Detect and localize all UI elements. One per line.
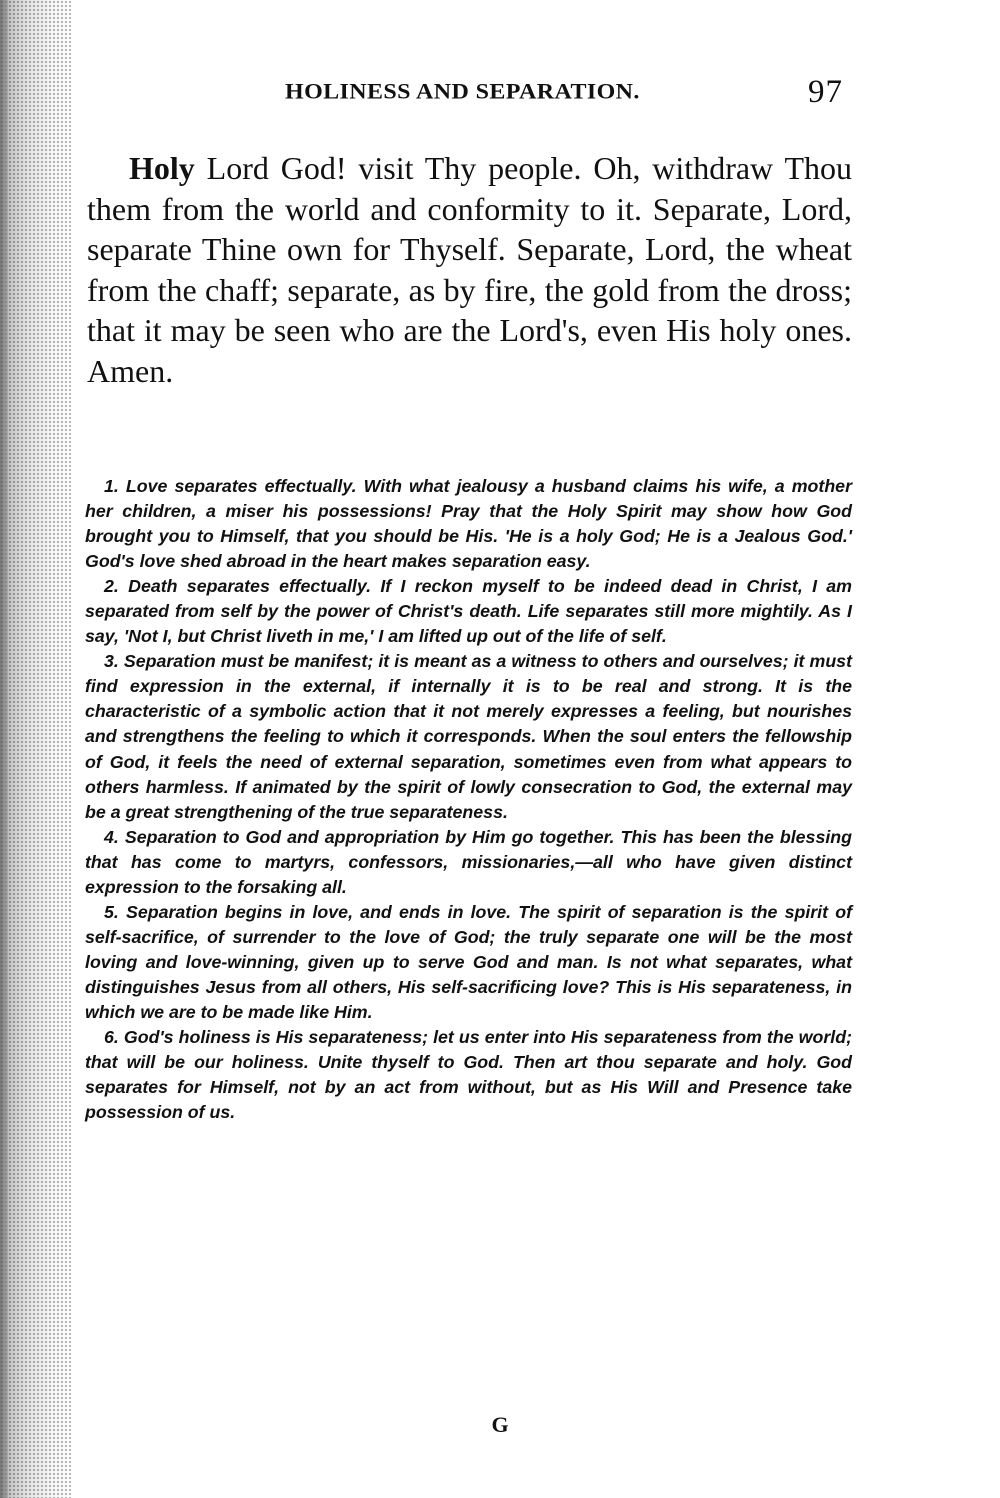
running-title: HOLINESS AND SEPARATION. bbox=[285, 80, 640, 104]
page-binding-edge bbox=[0, 0, 8, 1498]
signature-mark: G bbox=[491, 1412, 509, 1437]
notes-list bbox=[85, 474, 852, 1125]
note-1: 1. Love separates effectually. With what jealousy a husband claims his wife, a mother her children, a miser his possessions! Pray that the Holy Spirit may show how God brought you to Himself, that you should be His. 'He is a holy God; He is a Jealous God.' God's love shed abroad in the heart makes separation easy. bbox=[85, 476, 852, 572]
note-6: 6. God's holiness is His separateness; let us enter into His separateness from the world; that will be our holiness. Unite thyself to God. Then art thou separate and holy. God separates for Himself, not by an act from without, but as His Will and Presence take possession of us. bbox=[85, 1027, 852, 1123]
page-gutter-shading bbox=[0, 0, 72, 1498]
running-head bbox=[0, 76, 1000, 110]
note-5: 5. Separation begins in love, and ends in love. The spirit of separation is the spirit of self-sacrifice, of surrender to the love of God; the truly separate one will be the most loving and love-winning, given up to serve God and man. Is not what separates, what distinguishes Jesus from all others, His self-sacrificing love? This is His separateness, in which we are to be made like Him. bbox=[85, 901, 852, 1022]
prayer-lead-word: Holy bbox=[129, 150, 195, 186]
note-2: 2. Death separates effectually. If I reckon myself to be indeed dead in Christ, I am separated from self by the power of Christ's death. Life separates still more mightily. As I say, 'Not I, but Christ liveth in me,' I am lifted up out of the life of self. bbox=[85, 576, 852, 647]
page-number: 97 bbox=[808, 74, 843, 110]
prayer-text: Lord God! visit Thy people. Oh, withdraw Thou them from the world and conformity to it. Separate, Lord, separate Thine own for Thyself. Separate, Lord, the wheat from the chaff; separate, as by fire, the gold from the dross; that it may be seen who are the Lord's, even His holy ones. Amen. bbox=[87, 150, 852, 389]
note-3: 3. Separation must be manifest; it is meant as a witness to others and ourselves; it must find expression in the external, if internally it is to be real and strong. It is the characteristic of a symbolic action that it not merely expresses a feeling, but nourishes and strengthens the feeling to which it corresponds. When the soul enters the fellowship of God, it feels the need of external separation, sometimes even from what appears to others harmless. If animated by the spirit of lowly consecration to God, the external may be a great strengthening of the true separateness. bbox=[85, 651, 852, 822]
prayer-paragraph bbox=[87, 148, 852, 391]
note-4: 4. Separation to God and appropriation by Him go together. This has been the blessing that has come to martyrs, confessors, missionaries,—all who have given distinct expression to the forsaking all. bbox=[85, 826, 852, 897]
